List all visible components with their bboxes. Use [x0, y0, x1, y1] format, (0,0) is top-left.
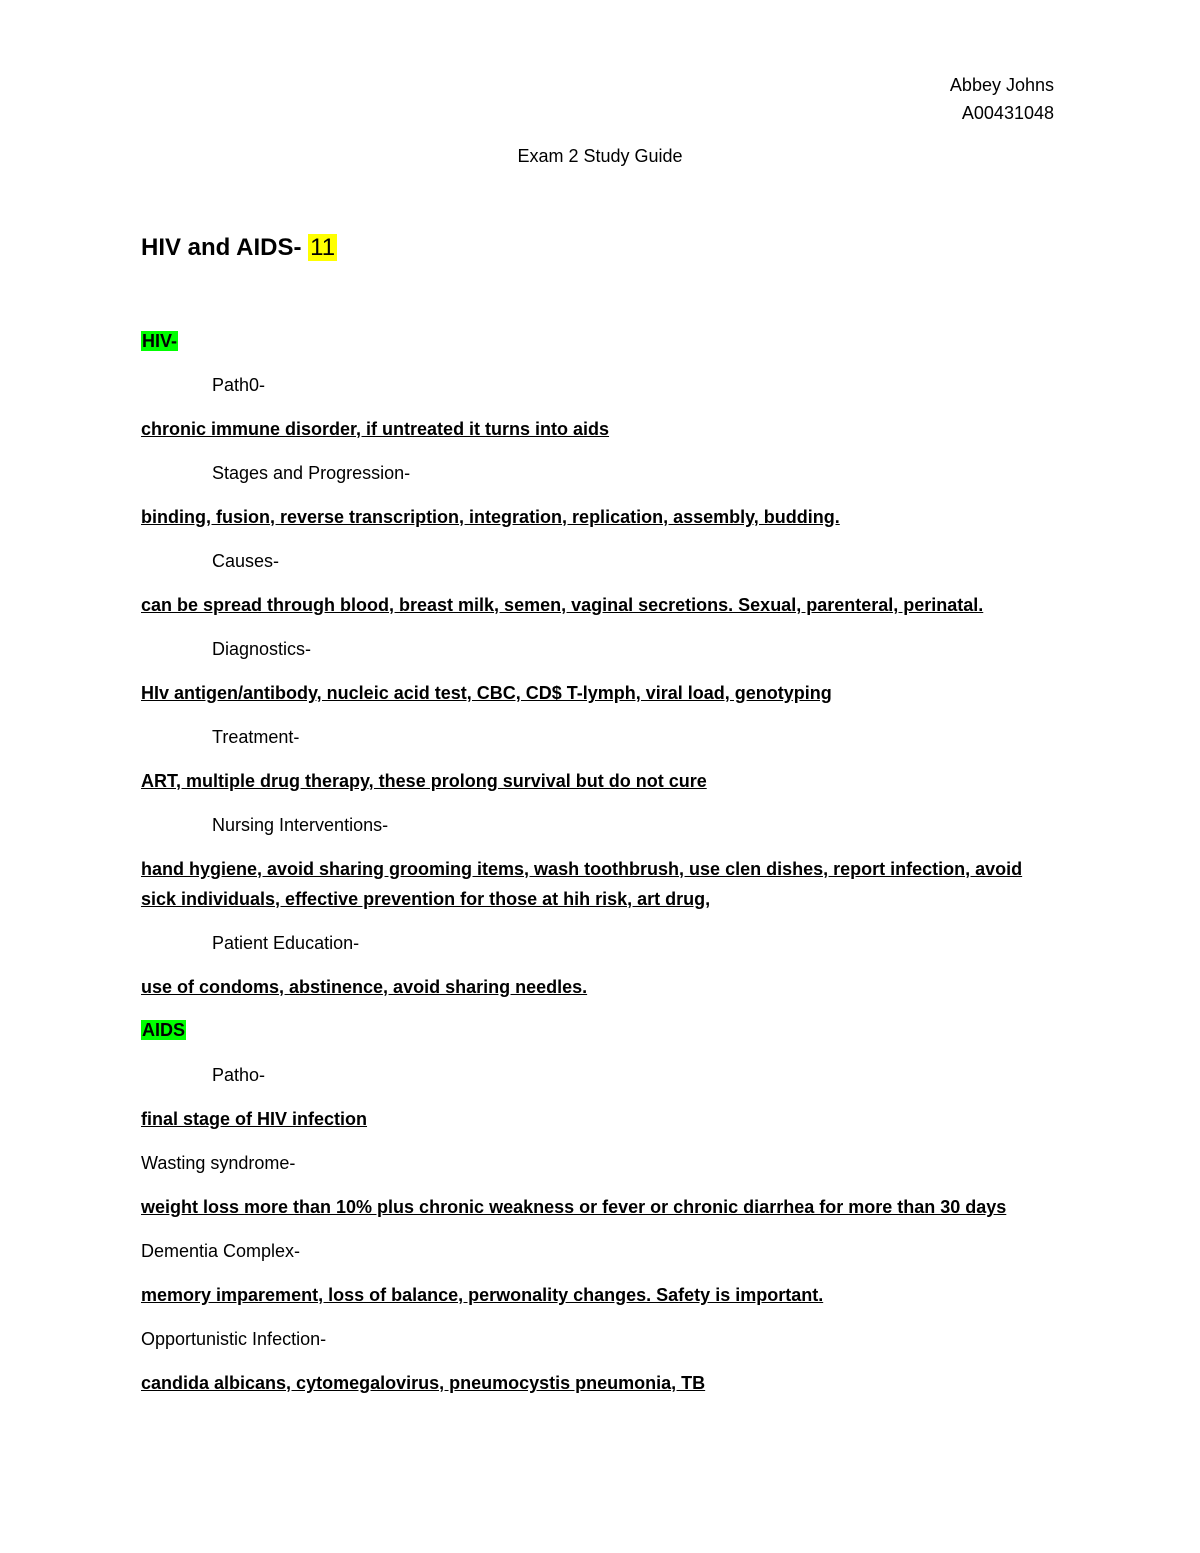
aids-wasting-answer: weight loss more than 10% plus chronic weakness or fever or chronic diarrhea for more than 30 days — [141, 1197, 1007, 1217]
hiv-interventions-answer-line1: hand hygiene, avoid sharing grooming items, wash toothbrush, use clen dishes, report infection, avoid — [141, 859, 1023, 879]
aids-label: AIDS — [142, 1020, 186, 1040]
aids-dementia-label: Dementia Complex- — [141, 1241, 301, 1261]
aids-patho-answer: final stage of HIV infection — [141, 1109, 368, 1129]
hiv-diagnostics-answer: HIv antigen/antibody, nucleic acid test, CBC, CD$ T-lymph, viral load, genotyping — [141, 683, 832, 703]
section-heading — [141, 233, 337, 263]
aids-infection-answer: candida albicans, cytomegalovirus, pneumocystis pneumonia, TB — [141, 1373, 706, 1393]
document-title: Exam 2 Study Guide — [517, 146, 683, 166]
hiv-patho-answer: chronic immune disorder, if untreated it turns into aids — [141, 419, 610, 439]
hiv-label: HIV- — [142, 331, 178, 351]
hiv-education-answer: use of condoms, abstinence, avoid sharing needles. — [141, 977, 588, 997]
hiv-interventions-answer-line2: sick individuals, effective prevention for those at hih risk, art drug, — [141, 889, 711, 909]
hiv-causes-answer: can be spread through blood, breast milk, semen, vaginal secretions. Sexual, parenteral, perinatal. — [141, 595, 984, 615]
hiv-causes-label: Causes- — [212, 551, 280, 571]
hiv-education-label: Patient Education- — [212, 933, 360, 953]
aids-patho-label: Patho- — [212, 1065, 266, 1085]
aids-infection-label: Opportunistic Infection- — [141, 1329, 327, 1349]
section-heading-text: HIV and AIDS- — [141, 234, 309, 261]
hiv-stages-answer: binding, fusion, reverse transcription, integration, replication, assembly, budding. — [141, 507, 840, 527]
hiv-interventions-label: Nursing Interventions- — [212, 815, 389, 835]
hiv-patho-label: Path0- — [212, 375, 266, 395]
hiv-diagnostics-label: Diagnostics- — [212, 639, 312, 659]
aids-wasting-label: Wasting syndrome- — [141, 1153, 296, 1173]
aids-label-line — [141, 1019, 186, 1041]
hiv-treatment-label: Treatment- — [212, 727, 300, 747]
hiv-stages-label: Stages and Progression- — [212, 463, 411, 483]
aids-dementia-answer: memory imparement, loss of balance, perwonality changes. Safety is important. — [141, 1285, 824, 1305]
hiv-label-line — [141, 330, 178, 352]
hiv-treatment-answer: ART, multiple drug therapy, these prolong survival but do not cure — [141, 771, 707, 791]
author-name: Abbey Johns — [949, 75, 1054, 95]
chapter-number-highlight: 11 — [310, 234, 336, 261]
student-id: A00431048 — [961, 103, 1054, 123]
